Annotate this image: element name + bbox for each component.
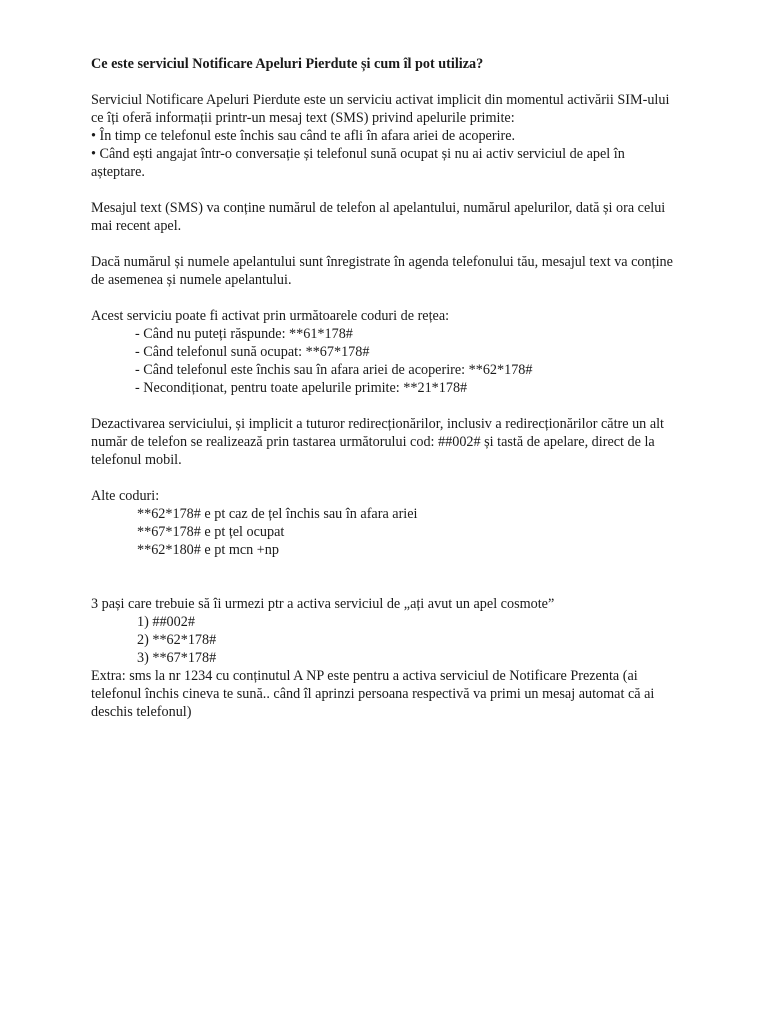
paragraph-line: telefonul închis cineva te sună.. când îl aprinzi persoana respectivă va primi un mesaj automat că ai (91, 686, 655, 702)
steps-intro: 3 pași care trebuie să îi urmezi ptr a activa serviciul de „ați avut un apel cosmote” (91, 596, 555, 612)
paragraph-line: Dezactivarea serviciului, și implicit a tuturor redirecționărilor, inclusiv a redirecționărilor către un alt (91, 416, 664, 432)
bullet-item: • Când ești angajat într-o conversație și telefonul sună ocupat și nu ai activ serviciul de apel în (91, 146, 625, 162)
bullet-item-continuation: așteptare. (91, 164, 145, 180)
bullet-item: • În timp ce telefonul este închis sau când te afli în afara ariei de acoperire. (91, 128, 516, 144)
activation-intro: Acest serviciu poate fi activat prin următoarele coduri de rețea: (91, 308, 450, 324)
paragraph-line: mai recent apel. (91, 218, 182, 234)
other-code-item: **62*178# e pt caz de țel închis sau în afara ariei (137, 506, 418, 522)
paragraph-line: Extra: sms la nr 1234 cu conținutul A NP este pentru a activa serviciul de Notificare Prezenta (ai (91, 668, 638, 684)
step-item: 1) ##002# (137, 614, 195, 630)
paragraph-line: telefonul mobil. (91, 452, 182, 468)
other-code-item: **62*180# e pt mcn +np (137, 542, 279, 558)
intro-paragraph (91, 91, 731, 181)
agenda-paragraph (91, 253, 731, 289)
step-item: 3) **67*178# (137, 650, 217, 666)
paragraph-line: Mesajul text (SMS) va conține numărul de telefon al apelantului, numărul apelurilor, dată și ora celui (91, 200, 666, 216)
step-item: 2) **62*178# (137, 632, 217, 648)
other-code-item: **67*178# e pt țel ocupat (137, 524, 285, 540)
intro-line: ce îți oferă informații printr-un mesaj text (SMS) privind apelurile primite: (91, 110, 515, 126)
paragraph-line: Dacă numărul și numele apelantului sunt înregistrate în agenda telefonului tău, mesajul text va conține (91, 254, 673, 270)
activation-code-item: - Necondiționat, pentru toate apelurile primite: **21*178# (135, 380, 468, 396)
other-codes-section (91, 487, 731, 559)
other-codes-heading: Alte coduri: (91, 488, 160, 504)
document-content (91, 55, 731, 721)
sms-content-paragraph (91, 199, 731, 235)
paragraph-line: de asemenea și numele apelantului. (91, 272, 292, 288)
paragraph-line: deschis telefonul) (91, 704, 192, 720)
activation-code-item: - Când telefonul este închis sau în afara ariei de acoperire: **62*178# (135, 362, 533, 378)
document-title: Ce este serviciul Notificare Apeluri Pierdute și cum îl pot utiliza? (91, 56, 484, 72)
steps-section (91, 595, 731, 667)
activation-code-item: - Când nu puteți răspunde: **61*178# (135, 326, 353, 342)
intro-line: Serviciul Notificare Apeluri Pierdute este un serviciu activat implicit din momentul activării SIM-ului (91, 92, 670, 108)
paragraph-line: număr de telefon se realizează prin tastarea următorului cod: ##002# și tastă de apelare, direct de la (91, 434, 655, 450)
deactivation-paragraph (91, 415, 731, 469)
activation-code-item: - Când telefonul sună ocupat: **67*178# (135, 344, 370, 360)
activation-section (91, 307, 731, 397)
extra-paragraph (91, 667, 731, 721)
